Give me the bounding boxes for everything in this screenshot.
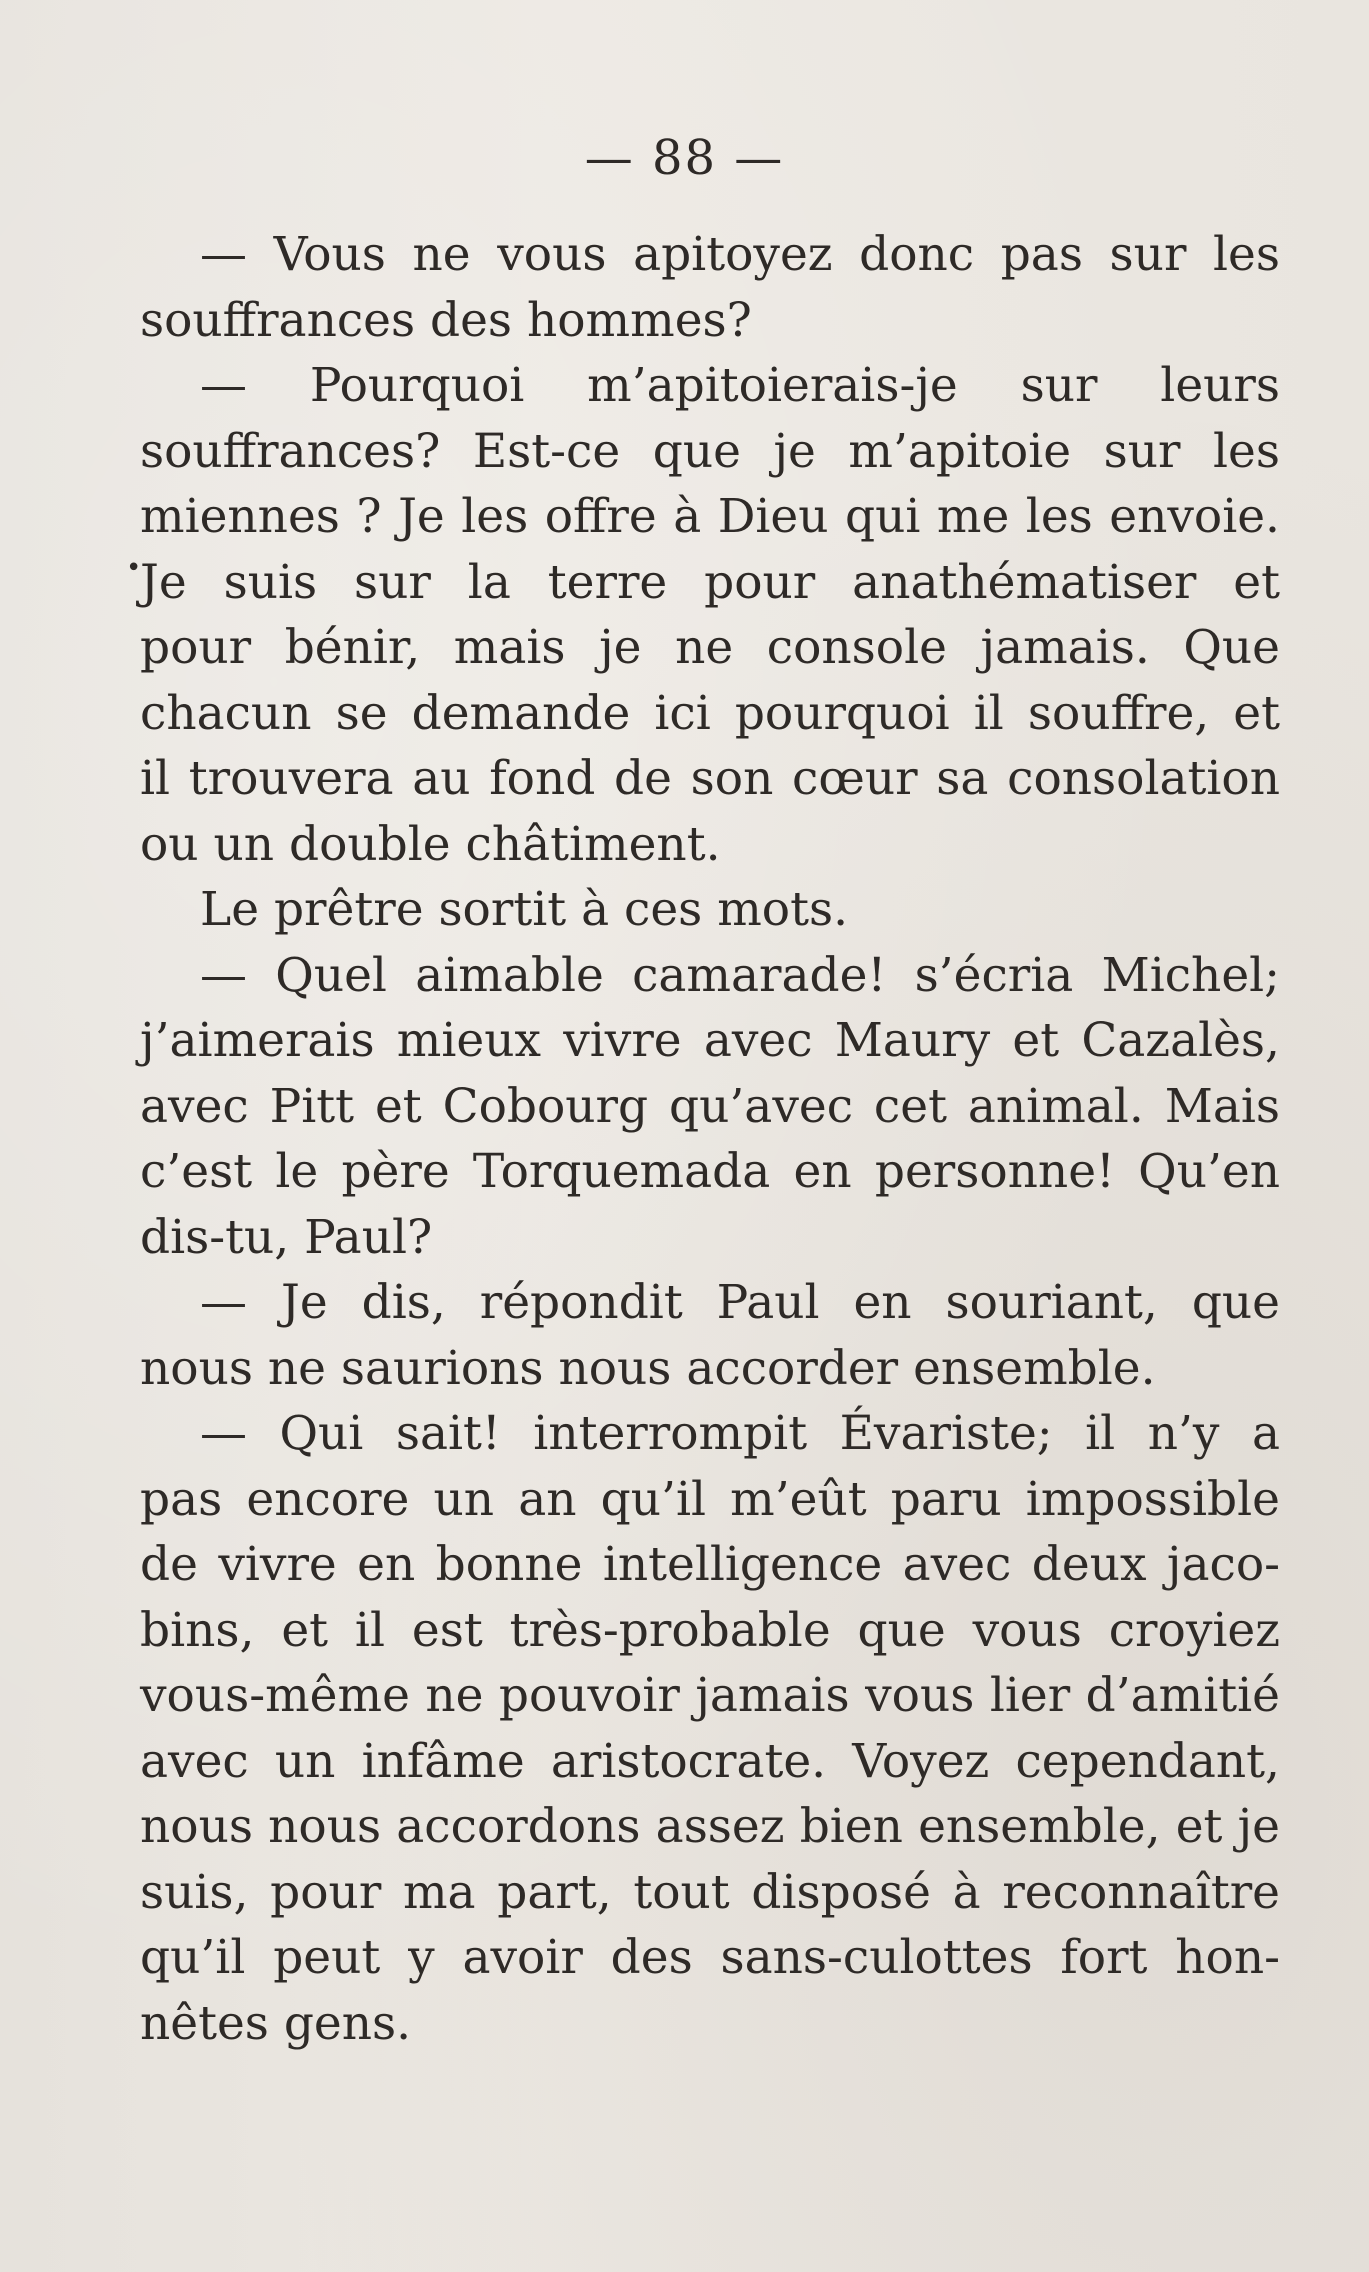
text-line: j’aimerais mieux vivre avec Maury et Cazalès,: [140, 1013, 1280, 1068]
text-line: ou un double châtiment.: [140, 816, 721, 872]
page-number: — 88 —: [584, 130, 785, 186]
text-line: nous nous accordons assez bien ensemble, et je: [140, 1799, 1280, 1854]
text-line: dis-tu, Paul?: [140, 1209, 433, 1265]
text-line: — Vous ne vous apitoyez donc pas sur les: [200, 227, 1280, 282]
text-line: souffrances? Est-ce que je m’apitoie sur les: [140, 423, 1280, 479]
text-line: bins, et il est très-probable que vous croyiez: [140, 1602, 1280, 1658]
text-line: nous ne saurions nous accorder ensemble.: [140, 1340, 1156, 1396]
text-line: pour bénir, mais je ne console jamais. Que: [140, 620, 1280, 675]
text-line: nêtes gens.: [140, 1995, 412, 2051]
margin-mark: •: [126, 552, 142, 583]
text-line: il trouvera au fond de son cœur sa consolation: [140, 751, 1280, 806]
text-line: pas encore un an qu’il m’eût paru impossible: [140, 1471, 1280, 1527]
text-line: Je suis sur la terre pour anathématiser et: [140, 554, 1280, 610]
text-line: — Pourquoi m’apitoierais-je sur leurs: [200, 358, 1280, 413]
text-line: Le prêtre sortit à ces mots.: [200, 882, 849, 937]
text-line: souffrances des hommes?: [140, 292, 752, 348]
text-line: de vivre en bonne intelligence avec deux jaco-: [140, 1537, 1280, 1592]
text-line: suis, pour ma part, tout disposé à reconnaître: [140, 1864, 1280, 1920]
text-line: qu’il peut y avoir des sans-culottes fort hon-: [140, 1930, 1280, 1985]
body-text: [126, 222, 1280, 2056]
text-line: miennes ? Je les offre à Dieu qui me les envoie.: [140, 489, 1280, 544]
text-line: avec un infâme aristocrate. Voyez cependant,: [140, 1733, 1280, 1789]
text-line: — Quel aimable camarade! s’écria Michel;: [200, 947, 1280, 1003]
text-line: c’est le père Torquemada en personne! Qu’en: [140, 1144, 1280, 1199]
text-line: chacun se demande ici pourquoi il souffre, et: [140, 685, 1280, 741]
text-line: avec Pitt et Cobourg qu’avec cet animal. Mais: [140, 1078, 1280, 1134]
text-line: — Je dis, répondit Paul en souriant, que: [200, 1275, 1280, 1330]
text-line-with-mark: [126, 550, 1280, 616]
text-line: vous-même ne pouvoir jamais vous lier d’amitié: [140, 1668, 1280, 1723]
text-line: — Qui sait! interrompit Évariste; il n’y a: [200, 1406, 1280, 1461]
